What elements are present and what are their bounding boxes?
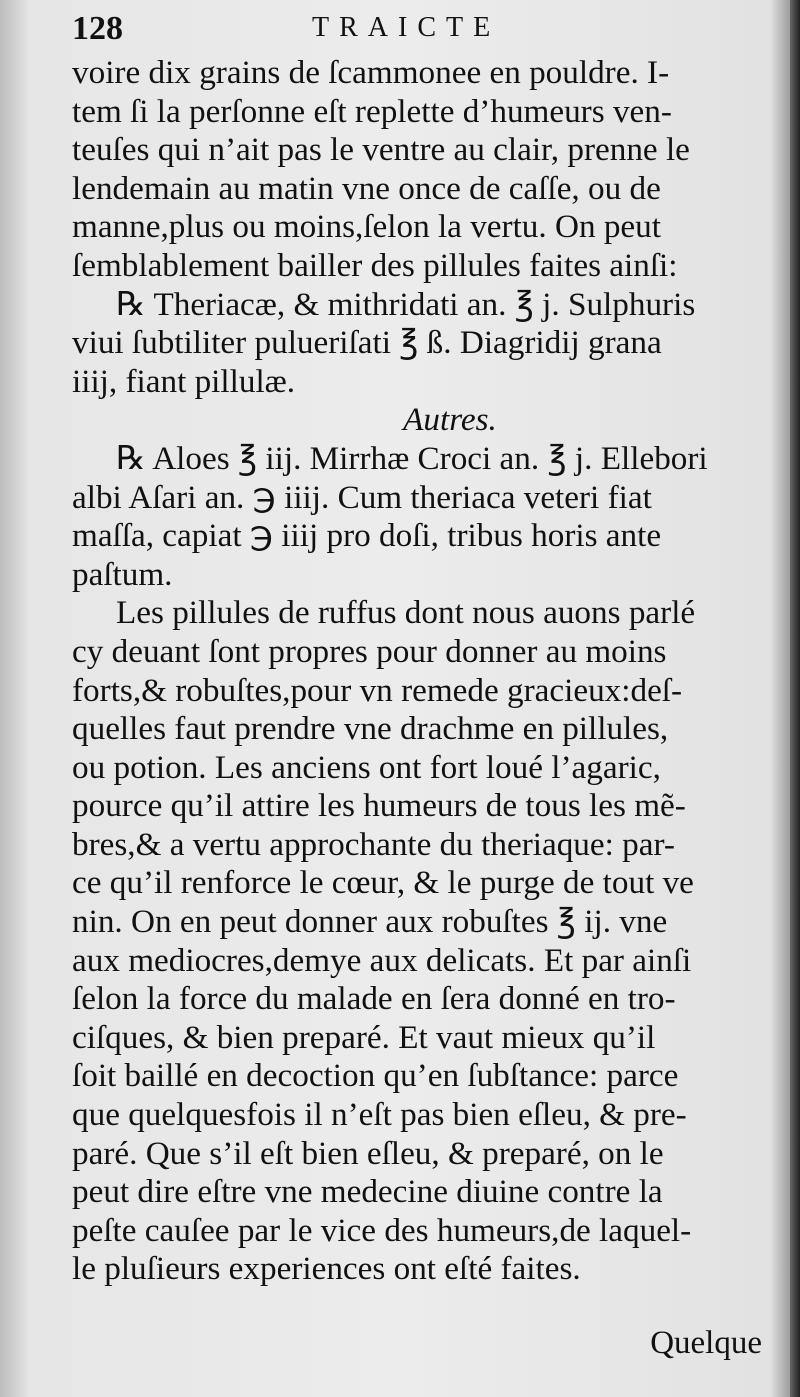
text-line: ℞ Theriacæ, & mithridati an. ℥ j. Sulphuris xyxy=(116,285,696,323)
page-number: 128 xyxy=(72,10,123,47)
text-line: maſſa, capiat ℈ iiij pro doſi, tribus horis ante xyxy=(72,517,662,555)
text-line: ℞ Aloes ℥ iij. Mirrhæ Croci an. ℥ j. Ellebori xyxy=(116,439,708,477)
text-line: ou potion. Les anciens ont fort loué l’agaric, xyxy=(72,748,661,786)
text-line: paſtum. xyxy=(72,555,173,593)
text-line: peſte cauſee par le vice des humeurs,de laquel- xyxy=(72,1211,692,1249)
text-line: cy deuant ſont propres pour donner au moins xyxy=(72,632,667,670)
text-line: que quelquesfois il n’eſt pas bien eſleu, & pre- xyxy=(72,1096,687,1134)
text-line: ce qu’il renforce le cœur, & le purge de tout ve xyxy=(72,864,694,902)
text-line: paré. Que s’il eſt bien eſleu, & preparé, on le xyxy=(72,1134,664,1172)
text-line: peut dire eſtre vne medecine diuine contre la xyxy=(72,1173,663,1211)
text-line: ciſques, & bien preparé. Et vaut mieux qu’il xyxy=(72,1018,656,1056)
section-heading: Autres. xyxy=(403,401,497,439)
text-line: Les pillules de ruffus dont nous auons parlé xyxy=(116,594,696,632)
running-title: TRAICTE xyxy=(312,12,501,43)
text-line: ſemblablement bailler des pillules faites ainſi: xyxy=(72,246,678,284)
text-line: viui ſubtiliter pulueriſati ℥ ß. Diagridij grana xyxy=(72,324,662,362)
text-line: manne,plus ou moins,ſelon la vertu. On peut xyxy=(72,208,661,246)
text-line: nin. On en peut donner aux robuſtes ℥ ij. vne xyxy=(72,903,668,941)
text-line: ſelon la force du malade en ſera donné en tro- xyxy=(72,980,676,1018)
text-line: iiij, fiant pillulæ. xyxy=(72,362,296,400)
text-line: aux mediocres,demye aux delicats. Et par ainſi xyxy=(72,941,692,979)
text-line: lendemain au matin vne once de caſſe, ou de xyxy=(72,169,661,207)
text-line: tem ſi la perſonne eſt replette d’humeurs ven- xyxy=(72,92,672,130)
text-line: bres,& a vertu approchante du theriaque: par- xyxy=(72,825,675,863)
page-edge-shadow xyxy=(790,0,800,1397)
body-text xyxy=(72,54,768,1289)
catchword: Quelque xyxy=(650,1325,762,1361)
text-line: ſoit baillé en decoction qu’en ſubſtance: parce xyxy=(72,1057,679,1095)
page-header xyxy=(72,10,770,50)
text-line: pource qu’il attire les humeurs de tous les mẽ- xyxy=(72,787,686,825)
text-line: le pluſieurs experiences ont eſté faites. xyxy=(72,1250,581,1288)
text-line: voire dix grains de ſcammonee en pouldre. I- xyxy=(72,54,670,91)
text-line: teuſes qui n’ait pas le ventre au clair, prenne le xyxy=(72,131,690,169)
text-line: quelles faut prendre vne drachme en pillules, xyxy=(72,710,669,748)
text-line: albi Aſari an. ℈ iiij. Cum theriaca veteri fiat xyxy=(72,478,652,516)
text-line: forts,& robuſtes,pour vn remede gracieux:deſ- xyxy=(72,671,683,709)
